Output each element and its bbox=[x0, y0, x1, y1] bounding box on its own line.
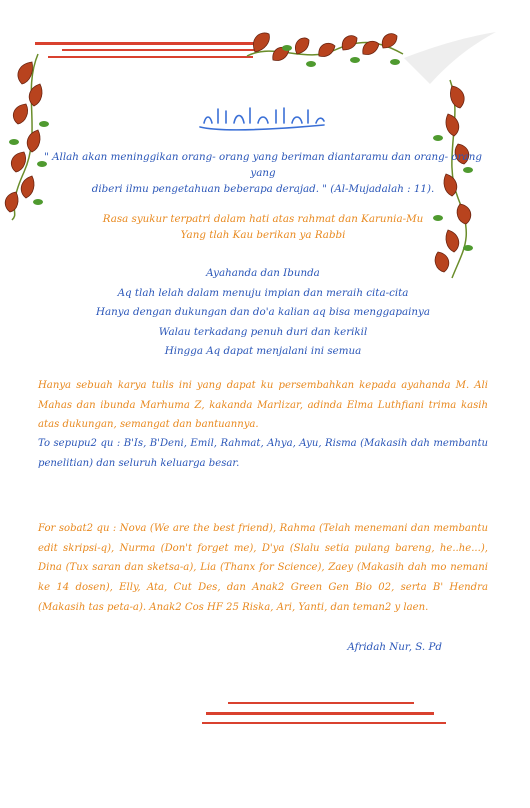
poem-line: Ayahanda dan Ibunda bbox=[206, 267, 320, 279]
top-vine-icon bbox=[245, 24, 405, 72]
dedication-paragraph: Hanya sebuah karya tulis ini yang dapat ku persembahkan kepada ayahanda M. Ali Mahas dan ibunda Marhuma Z, kakanda Marlizar, adinda Elma Luthfiani trima kasih atas dukungan, semangat dan bantuannya. bbox=[38, 380, 488, 431]
bottom-border-line bbox=[206, 712, 434, 715]
poem bbox=[38, 264, 488, 362]
bottom-border-line bbox=[202, 722, 446, 724]
poem-line: Hanya dengan dukungan dan do'a kalian aq bisa menggapainya bbox=[96, 306, 430, 319]
gratitude-line: Yang tlah Kau berikan ya Rabbi bbox=[180, 228, 346, 241]
top-border-line bbox=[35, 42, 255, 45]
friends-paragraph: For sobat2 qu : Nova (We are the best friend), Rahma (Telah menemani dan membantu edit skripsi-q), Nurma (Don't forget me), D'ya (Slalu setia pulang bareng, he..he...), Dina (Tux saran dan sketsa-a), Lia (Thanx for Science), Zaey (Makasih dah mo nemani ke 14 dosen), Elly, Ata, Cut Des, dan Anak2 Green Gen Bio 02, serta B' Hendra (Makasih tas peta-a). Anak2 Cos HF 25 Riska, Ari, Yanti, dan teman2 y laen. bbox=[38, 523, 488, 613]
swoosh-decoration bbox=[400, 28, 500, 88]
basmalah-calligraphy-icon bbox=[196, 105, 328, 133]
poem-line: Hingga Aq dapat menjalani ini semua bbox=[164, 345, 362, 358]
poem-line: Aq tlah lelah dalam menuju impian dan meraih cita-cita bbox=[117, 286, 409, 299]
signature: Afridah Nur, S. Pd bbox=[347, 641, 442, 653]
top-border-line bbox=[48, 56, 253, 58]
quote-line: " Allah akan meninggikan orang- orang yang beriman diantaramu dan orang- orang yang bbox=[44, 151, 482, 179]
gratitude-text bbox=[38, 212, 488, 244]
quran-quote bbox=[38, 150, 488, 198]
poem-line: Walau terkadang penuh duri dan kerikil bbox=[158, 325, 368, 338]
cousins-paragraph: To sepupu2 qu : B'Is, B'Deni, Emil, Rahmat, Ahya, Ayu, Risma (Makasih dah membantu penelitian) dan seluruh keluarga besar. bbox=[38, 438, 488, 469]
gratitude-line: Rasa syukur terpatri dalam hati atas rahmat dan Karunia-Mu bbox=[102, 213, 424, 225]
top-border-line bbox=[62, 49, 257, 51]
bottom-border-line bbox=[228, 702, 414, 704]
quote-line: diberi ilmu pengetahuan beberapa derajad. " (Al-Mujadalah : 11). bbox=[91, 182, 435, 195]
